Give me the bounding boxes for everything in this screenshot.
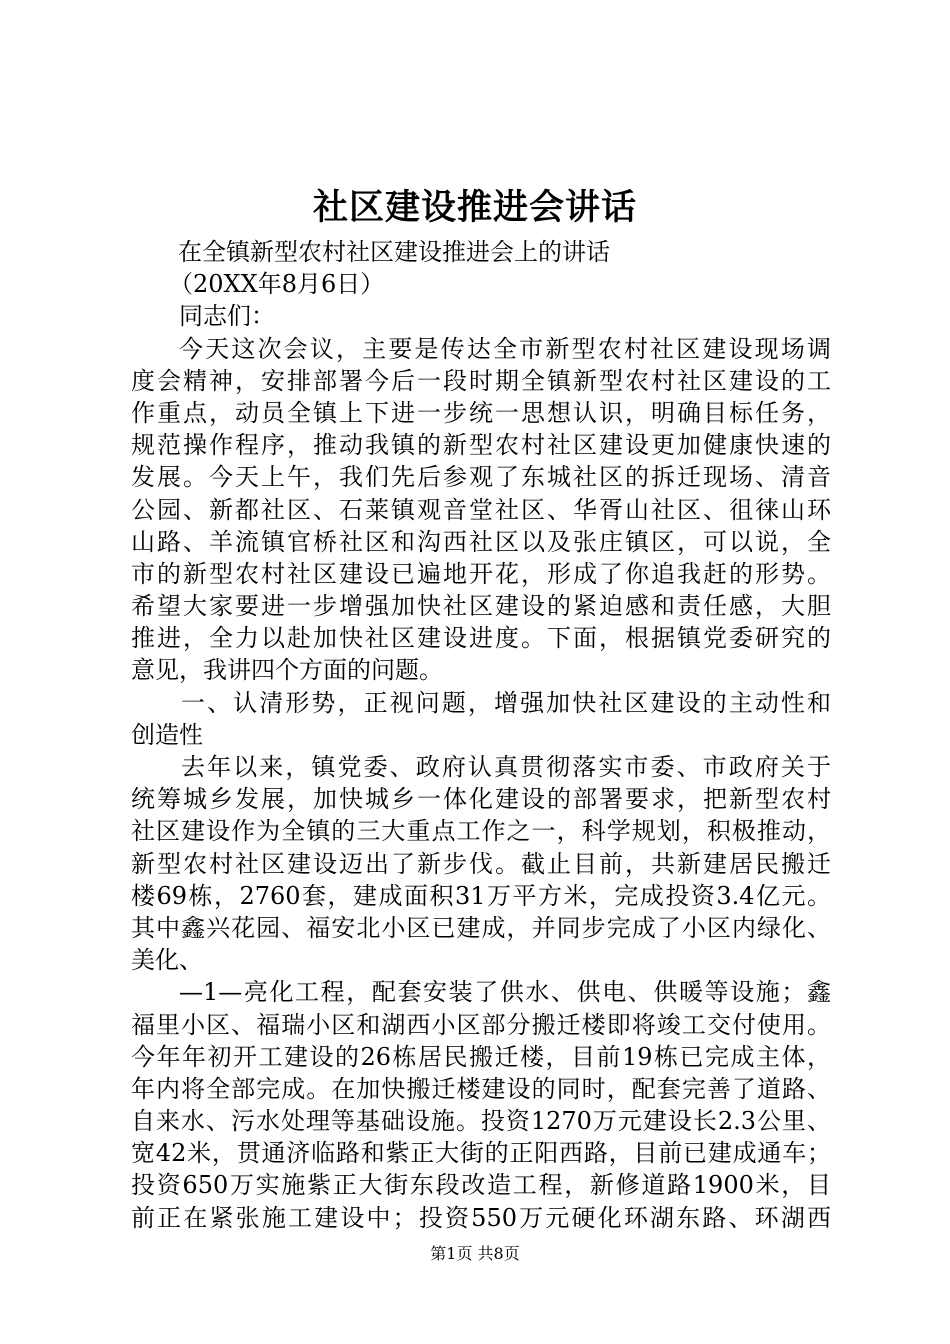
text-line: 新型农村社区建设迈出了新步伐。截止目前，共新建居民搬迁 bbox=[131, 849, 831, 878]
text-line: 宽42米，贯通济临路和紫正大街的正阳西路，目前已建成通车； bbox=[131, 1139, 831, 1168]
text-line: —1—亮化工程，配套安装了供水、供电、供暖等设施；鑫 bbox=[179, 978, 831, 1007]
document-title: 社区建设推进会讲话 bbox=[312, 187, 637, 228]
text-line: 规范操作程序，推动我镇的新型农村社区建设更加健康快速的 bbox=[131, 431, 831, 460]
speech-body bbox=[131, 236, 831, 1234]
text-line: 其中鑫兴花园、福安北小区已建成，并同步完成了小区内绿化、 bbox=[131, 913, 831, 942]
text-line: 自来水、污水处理等基础设施。投资1270万元建设长2.3公里、 bbox=[131, 1107, 831, 1136]
text-line: 推进，全力以赴加快社区建设进度。下面，根据镇党委研究的 bbox=[131, 624, 831, 653]
text-line: 度会精神，安排部署今后一段时期全镇新型农村社区建设的工 bbox=[131, 366, 831, 395]
text-line: 楼69栋，2760套，建成面积31万平方米，完成投资3.4亿元。 bbox=[131, 881, 831, 910]
section-heading: 创造性 bbox=[131, 720, 203, 749]
speech-date: （20XX年8月6日） bbox=[169, 270, 385, 299]
text-line: 去年以来，镇党委、政府认真贯彻落实市委、市政府关于 bbox=[181, 753, 831, 781]
text-line: 今天这次会议，主要是传达全市新型农村社区建设现场调 bbox=[179, 334, 831, 363]
text-line: 发展。今天上午，我们先后参观了东城社区的拆迁现场、清音 bbox=[131, 463, 831, 492]
text-line: 山路、羊流镇官桥社区和沟西社区以及张庄镇区，可以说，全 bbox=[131, 527, 831, 556]
text-line: 福里小区、福瑞小区和湖西小区部分搬迁楼即将竣工交付使用。 bbox=[131, 1010, 831, 1039]
text-line: 前正在紧张施工建设中；投资550万元硬化环湖东路、环湖西 bbox=[131, 1203, 831, 1232]
salutation: 同志们： bbox=[179, 302, 275, 331]
speech-subtitle: 在全镇新型农村社区建设推进会上的讲话 bbox=[178, 238, 610, 266]
text-line: 统筹城乡发展，加快城乡一体化建设的部署要求，把新型农村 bbox=[131, 785, 831, 814]
text-line: 美化、 bbox=[131, 946, 203, 975]
text-line: 市的新型农村社区建设已遍地开花，形成了你追我赶的形势。 bbox=[131, 559, 831, 588]
text-line: 作重点，动员全镇上下进一步统一思想认识，明确目标任务， bbox=[131, 398, 831, 427]
page-number-footer: 第1页 共8页 bbox=[430, 1244, 520, 1263]
text-line: 公园、新都社区、石莱镇观音堂社区、华胥山社区、徂徕山环 bbox=[131, 495, 831, 524]
text-line: 投资650万实施紫正大街东段改造工程，新修道路1900米，目 bbox=[131, 1171, 831, 1200]
section-heading: 一、认清形势，正视问题，增强加快社区建设的主动性和 bbox=[181, 688, 831, 717]
text-line: 希望大家要进一步增强加快社区建设的紧迫感和责任感，大胆 bbox=[131, 592, 831, 621]
text-line: 年内将全部完成。在加快搬迁楼建设的同时，配套完善了道路、 bbox=[131, 1074, 831, 1103]
text-line: 社区建设作为全镇的三大重点工作之一，科学规划，积极推动， bbox=[131, 817, 831, 846]
text-line: 意见，我讲四个方面的问题。 bbox=[131, 656, 443, 685]
text-line: 今年年初开工建设的26栋居民搬迁楼，目前19栋已完成主体， bbox=[131, 1042, 831, 1071]
